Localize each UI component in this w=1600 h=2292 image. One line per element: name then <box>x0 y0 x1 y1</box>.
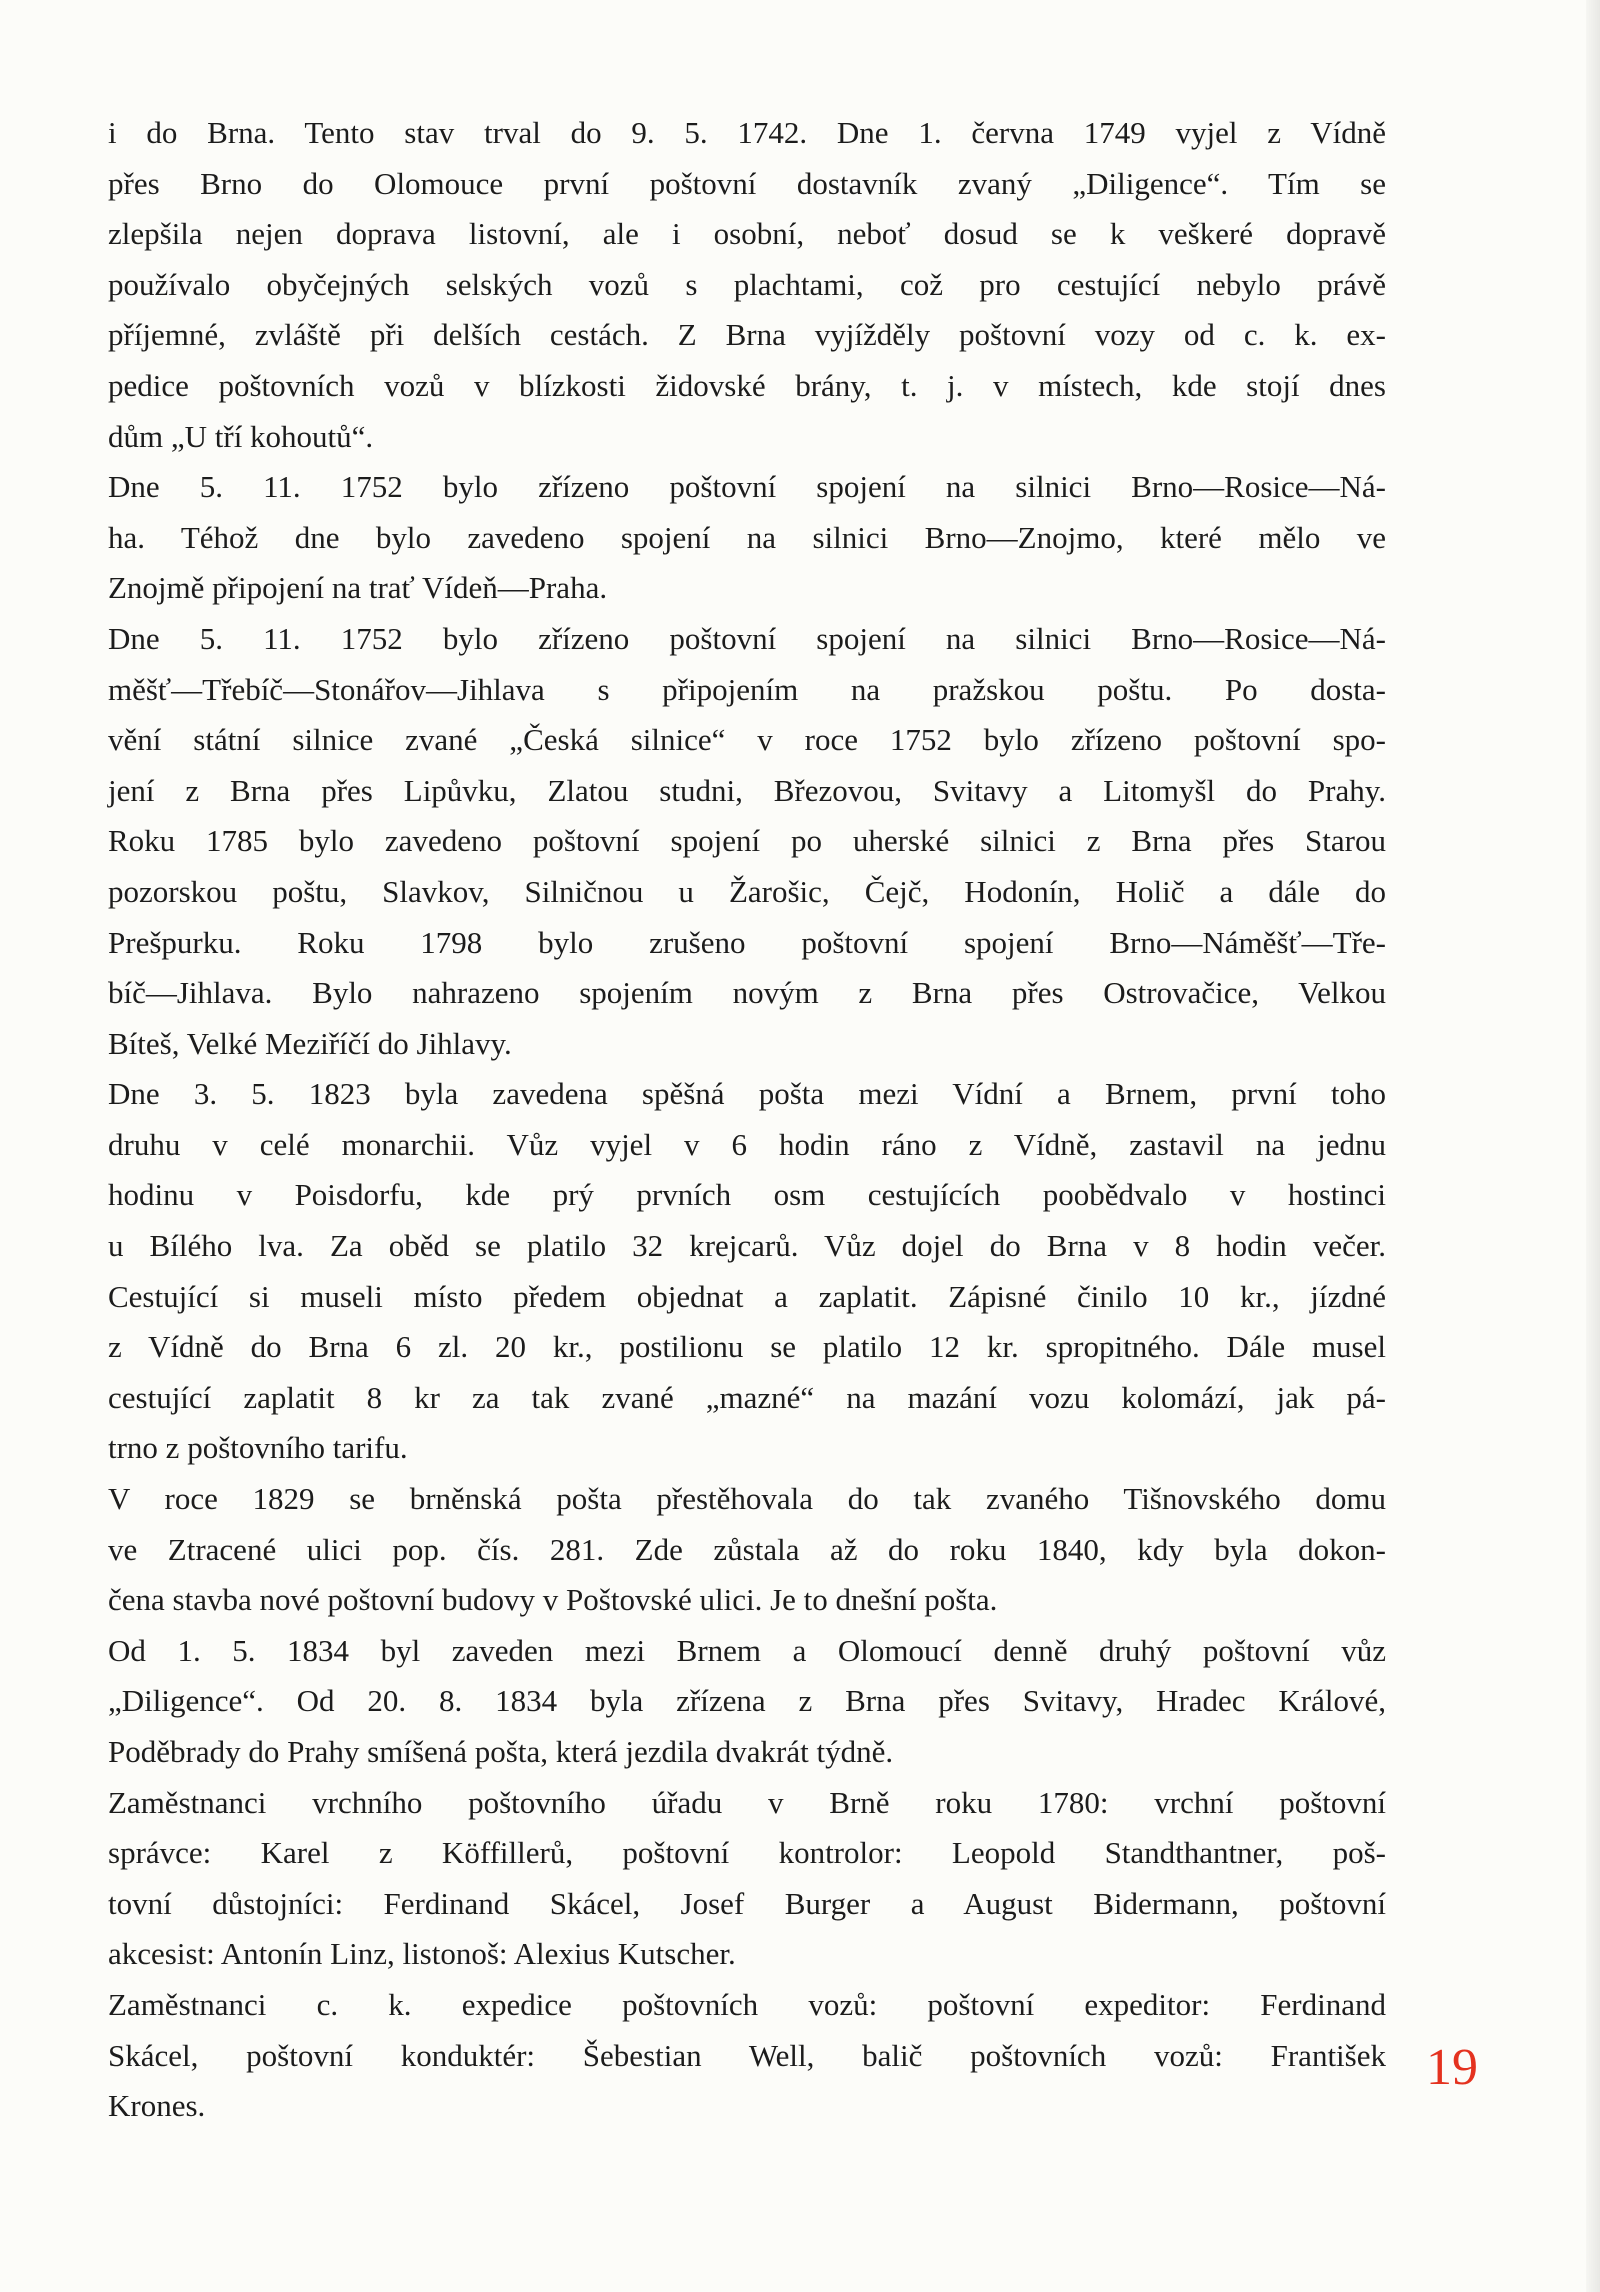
text-line: druhu v celé monarchii. Vůz vyjel v 6 hodin ráno z Vídně, zastavil na jednu <box>108 1126 1386 1162</box>
text-line: z Vídně do Brna 6 zl. 20 kr., postilionu se platilo 12 kr. spropitného. Dále musel <box>108 1329 1386 1365</box>
text-line: bíč—Jihlava. Bylo nahrazeno spojením novým z Brna přes Ostrovačice, Velkou <box>108 975 1386 1011</box>
text-line: Dne 5. 11. 1752 bylo zřízeno poštovní spojení na silnici Brno—Rosice—Ná- <box>108 469 1386 505</box>
text-line: ve Ztracené ulici pop. čís. 281. Zde zůstala až do roku 1840, kdy byla dokon- <box>108 1531 1386 1567</box>
paragraph <box>108 1980 1386 2132</box>
page-edge-shadow <box>1586 0 1600 2292</box>
text-line: Dne 5. 11. 1752 bylo zřízeno poštovní spojení na silnici Brno—Rosice—Ná- <box>108 620 1386 656</box>
text-line: V roce 1829 se brněnská pošta přestěhovala do tak zvaného Tišnovského domu <box>108 1481 1386 1517</box>
text-line: Poděbrady do Prahy smíšená pošta, která jezdila dvakrát týdně. <box>108 1734 894 1769</box>
text-line: Prešpurku. Roku 1798 bylo zrušeno poštovní spojení Brno—Náměšť—Tře- <box>108 924 1386 960</box>
text-line: měšť—Třebíč—Stonářov—Jihlava s připojením na pražskou poštu. Po dosta- <box>108 671 1386 707</box>
body-text <box>108 108 1386 2132</box>
text-line: příjemné, zvláště při delších cestách. Z Brna vyjížděly poštovní vozy od c. k. ex- <box>108 317 1386 353</box>
text-line: tovní důstojníci: Ferdinand Skácel, Josef Burger a August Bidermann, poštovní <box>108 1885 1386 1921</box>
text-line: Znojmě připojení na trať Vídeň—Praha. <box>108 570 608 606</box>
text-line: čena stavba nové poštovní budovy v Poštovské ulici. Je to dnešní pošta. <box>108 1582 998 1618</box>
text-line: Cestující si museli místo předem objednat a zaplatit. Zápisné činilo 10 kr., jízdné <box>108 1278 1386 1314</box>
text-line: i do Brna. Tento stav trval do 9. 5. 1742. Dne 1. června 1749 vyjel z Vídně <box>108 115 1386 150</box>
text-line: akcesist: Antonín Linz, listonoš: Alexius Kutscher. <box>108 1936 736 1972</box>
text-line: Skácel, poštovní konduktér: Šebestian Well, balič poštovních vozů: František <box>108 2037 1386 2073</box>
text-line: „Diligence“. Od 20. 8. 1834 byla zřízena z Brna přes Svitavy, Hradec Králové, <box>108 1683 1386 1719</box>
text-line: pozorskou poštu, Slavkov, Silničnou u Žarošic, Čejč, Hodonín, Holič a dále do <box>108 873 1386 909</box>
text-line: Zaměstnanci vrchního poštovního úřadu v Brně roku 1780: vrchní poštovní <box>108 1784 1386 1820</box>
text-line: Zaměstnanci c. k. expedice poštovních vozů: poštovní expeditor: Ferdinand <box>108 1986 1386 2022</box>
text-line: jení z Brna přes Lipůvku, Zlatou studni, Březovou, Svitavy a Litomyšl do Prahy. <box>108 772 1386 808</box>
paragraph <box>108 1474 1386 1626</box>
text-line: Roku 1785 bylo zavedeno poštovní spojení po uherské silnici z Brna přes Starou <box>108 823 1386 859</box>
text-line: trno z poštovního tarifu. <box>108 1430 408 1466</box>
text-line: správce: Karel z Köffillerů, poštovní kontrolor: Leopold Standthantner, poš- <box>108 1835 1386 1871</box>
text-line: Od 1. 5. 1834 byl zaveden mezi Brnem a Olomoucí denně druhý poštovní vůz <box>108 1632 1386 1668</box>
text-line: vění státní silnice zvané „Česká silnice“ v roce 1752 bylo zřízeno poštovní spo- <box>108 722 1386 758</box>
page-number: 19 <box>1426 2039 1478 2096</box>
text-line: dům „U tří kohoutů“. <box>108 418 374 454</box>
text-line: u Bílého lva. Za oběd se platilo 32 krejcarů. Vůz dojel do Brna v 8 hodin večer. <box>108 1228 1386 1264</box>
paragraph <box>108 1626 1386 1778</box>
paragraph <box>108 1069 1386 1474</box>
text-line: Bíteš, Velké Meziříčí do Jihlavy. <box>108 1025 512 1061</box>
paragraph <box>108 614 1386 1069</box>
text-line: pedice poštovních vozů v blízkosti židovské brány, t. j. v místech, kde stojí dnes <box>108 367 1386 403</box>
text-line: Krones. <box>108 2088 206 2124</box>
text-line: přes Brno do Olomouce první poštovní dostavník zvaný „Diligence“. Tím se <box>108 165 1386 201</box>
paragraph <box>108 462 1386 614</box>
text-line: ha. Téhož dne bylo zavedeno spojení na silnici Brno—Znojmo, které mělo ve <box>108 519 1386 555</box>
text-line: používalo obyčejných selských vozů s plachtami, což pro cestující nebylo právě <box>108 266 1386 302</box>
text-line: zlepšila nejen doprava listovní, ale i osobní, neboť dosud se k veškeré dopravě <box>108 216 1386 252</box>
paragraph <box>108 108 1386 462</box>
text-line: Dne 3. 5. 1823 byla zavedena spěšná pošta mezi Vídní a Brnem, první toho <box>108 1076 1386 1112</box>
text-line: cestující zaplatit 8 kr za tak zvané „mazné“ na mazání vozu kolomází, jak pá- <box>108 1379 1386 1415</box>
paragraph <box>108 1778 1386 1980</box>
text-line: hodinu v Poisdorfu, kde prý prvních osm cestujících poobědvalo v hostinci <box>108 1177 1386 1213</box>
